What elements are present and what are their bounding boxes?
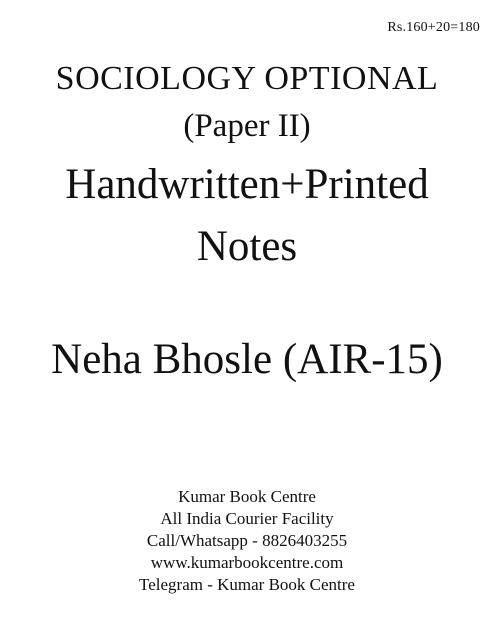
publisher-courier: All India Courier Facility: [160, 509, 334, 528]
publisher-name: Kumar Book Centre: [178, 487, 316, 506]
price-label: Rs.160+20=180: [387, 20, 480, 35]
title-paper: (Paper II): [183, 108, 311, 144]
author-name: Neha Bhosle (AIR-15): [51, 336, 443, 383]
publisher-telegram: Telegram - Kumar Book Centre: [139, 575, 355, 594]
publisher-info: [0, 486, 494, 596]
title-notes-type: Handwritten+Printed: [65, 161, 429, 208]
publisher-contact: Call/Whatsapp - 8826403255: [146, 531, 348, 550]
title-notes: Notes: [196, 223, 298, 270]
title-subject: SOCIOLOGY OPTIONAL: [55, 60, 439, 97]
publisher-website: www.kumarbookcentre.com: [150, 553, 344, 572]
